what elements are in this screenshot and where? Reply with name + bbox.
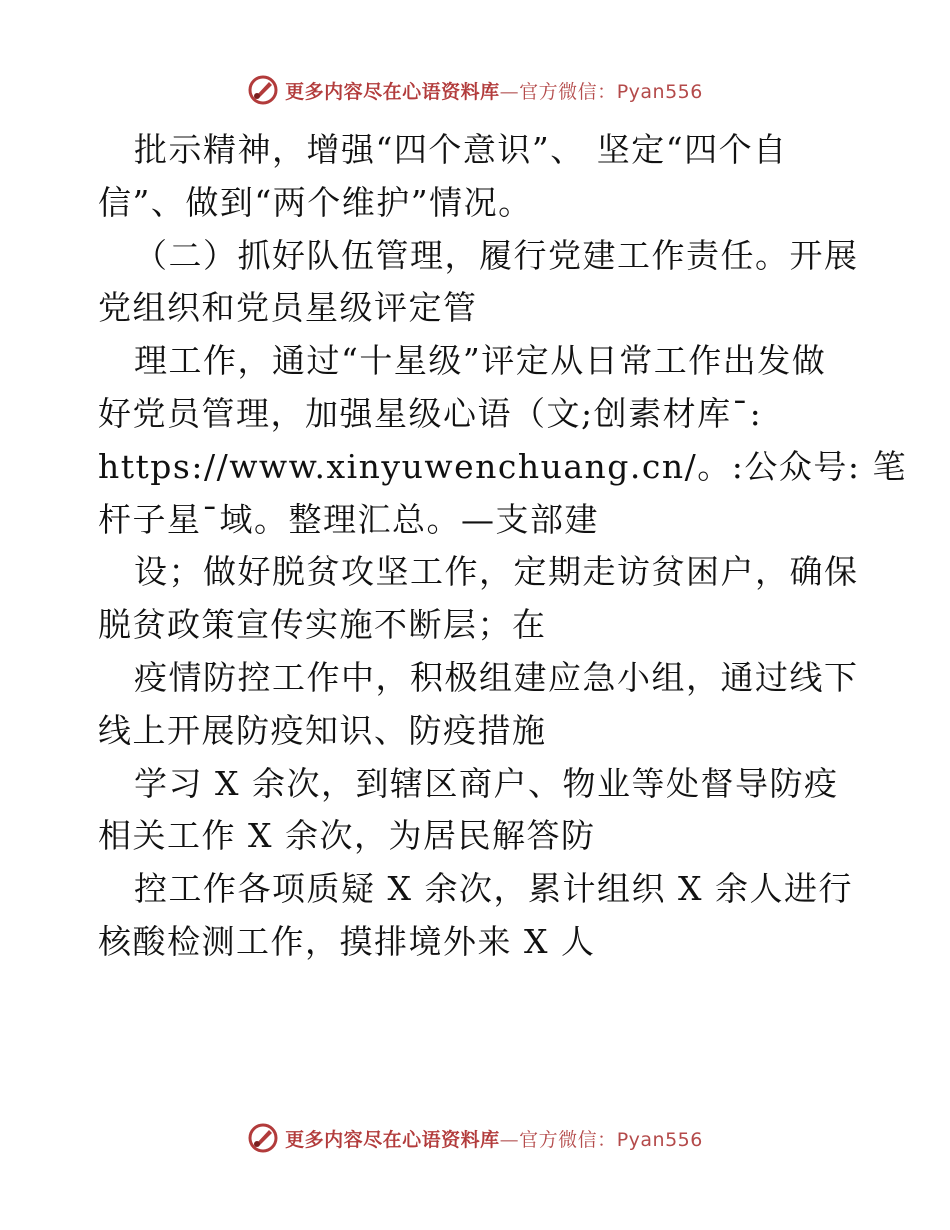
footer-watermark-account: Pyan556 [616, 1128, 703, 1151]
text-line-15: 控工作各项质疑 X 余次，累计组织 X 余人进行 [134, 869, 853, 909]
footer-watermark-main: 更多内容尽在心语资料库 [285, 1128, 500, 1151]
footer-watermark-banner [0, 1118, 950, 1158]
text-line-5: 理工作，通过“十星级”评定从日常工作出发做 [134, 341, 827, 381]
text-line-9: 设；做好脱贫攻坚工作，定期走访贫困户，确保 [134, 552, 859, 592]
text-line-3: （二）抓好队伍管理，履行党建工作责任。开展 [134, 235, 859, 275]
header-watermark-banner [0, 70, 950, 110]
text-line-2: 信”、做到“两个维护”情况。 [98, 182, 533, 222]
header-watermark-group [247, 74, 703, 106]
text-line-7: https://www.xinyuwenchuang.cn/。:公众号: 笔 [98, 446, 907, 486]
document-body [98, 124, 907, 969]
header-watermark-main: 更多内容尽在心语资料库 [285, 80, 500, 103]
header-watermark-account: Pyan556 [616, 80, 703, 103]
text-line-4: 党组织和党员星级评定管 [98, 288, 478, 328]
text-line-11: 疫情防控工作中，积极组建应急小组，通过线下 [134, 657, 859, 697]
header-watermark-dash: — [499, 80, 520, 103]
header-watermark-text [285, 77, 703, 104]
footer-watermark-group [247, 1122, 703, 1154]
text-line-13: 学习 X 余次，到辖区商户、物业等处督导防疫 [134, 763, 839, 803]
footer-watermark-sub: 官方微信： [519, 1128, 617, 1151]
text-line-6: 好党员管理，加强星级心语（文;创素材库¯: [98, 393, 763, 433]
footer-watermark-text [285, 1125, 703, 1152]
header-watermark-sub: 官方微信： [519, 80, 617, 103]
text-line-14: 相关工作 X 余次，为居民解答防 [98, 816, 596, 856]
text-line-16: 核酸检测工作，摸排境外来 X 人 [98, 921, 596, 961]
footer-watermark-dash: — [499, 1128, 520, 1151]
text-line-1: 批示精神，增强“四个意识”、 坚定“四个自 [134, 130, 788, 169]
brush-circle-logo-icon [247, 1122, 279, 1154]
text-line-12: 线上开展防疫知识、防疫措施 [98, 710, 547, 750]
brush-circle-logo-icon [247, 74, 279, 106]
text-line-8: 杆子星¯域。整理汇总。—支部建 [98, 499, 599, 539]
text-line-10: 脱贫政策宣传实施不断层；在 [98, 605, 547, 645]
